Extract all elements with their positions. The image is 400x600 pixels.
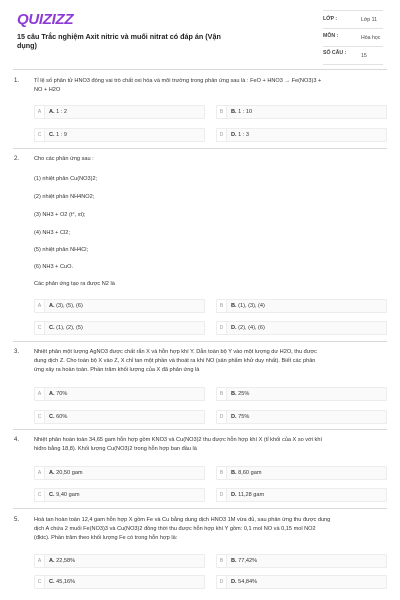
- answer-text: 1 : 9: [56, 132, 68, 138]
- answer-label: C.: [49, 132, 55, 138]
- answer-letter: D: [217, 129, 227, 141]
- answer-label: A.: [49, 470, 55, 476]
- header-divider: [13, 69, 387, 70]
- answer-option-a[interactable]: [34, 554, 205, 568]
- answer-text: 8,60 gam: [238, 470, 262, 476]
- answer-label: A.: [49, 558, 55, 564]
- question-number: 2.: [14, 156, 20, 162]
- answer-option-b[interactable]: [216, 105, 387, 119]
- answer-text: 22,58%: [56, 558, 76, 564]
- answer-option-b[interactable]: [216, 299, 387, 313]
- answer-option-a[interactable]: [34, 387, 205, 401]
- answer-label: A.: [49, 391, 55, 397]
- answer-option-d[interactable]: [216, 488, 387, 502]
- answer-text: 60%: [56, 414, 68, 420]
- answer-letter: B: [217, 388, 227, 400]
- question-divider: [13, 148, 387, 149]
- question-divider: [13, 341, 387, 342]
- question-text-line: Hoà tan hoàn toàn 12,4 gam hỗn hợp X gồm Fe và Cu bằng dung dịch HNO3 1M vừa đủ, sau phản ứng thu được dung: [34, 517, 331, 523]
- answer-option-a[interactable]: [34, 105, 205, 119]
- answer-text: 9,40 gam: [56, 492, 80, 498]
- question-text-line: Nhiệt phân hoàn toàn 34,65 gam hỗn hợp gồm KNO3 và Cu(NO3)2 thu được hỗn hợp khí X (tỉ khối của X so với khí: [34, 437, 323, 443]
- answer-letter: C: [35, 129, 45, 141]
- question-number: 5.: [14, 517, 20, 523]
- meta-count-value: 15: [361, 52, 367, 59]
- answer-letter: B: [217, 467, 227, 479]
- reaction-item: (2) nhiệt phân NH4NO2;: [34, 194, 95, 200]
- question-intro: Cho các phản ứng sau :: [34, 156, 94, 162]
- answer-label: D.: [231, 579, 237, 585]
- reaction-item: (5) nhiệt phân NH4Cl;: [34, 247, 89, 253]
- answer-text: 25%: [238, 391, 250, 397]
- question-number: 4.: [14, 437, 20, 443]
- question-number: 1.: [14, 78, 20, 84]
- answer-letter: C: [35, 576, 45, 588]
- quizizz-logo[interactable]: QUIZIZZ: [17, 11, 74, 28]
- answer-letter: B: [217, 555, 227, 567]
- answer-text: 45,16%: [56, 579, 76, 585]
- meta-class-label: LỚP :: [323, 16, 338, 22]
- answer-letter: C: [35, 322, 45, 334]
- answer-option-c[interactable]: [34, 321, 205, 335]
- question-text-line: dung dịch Z. Cho toàn bộ X vào Z, X chỉ tan một phần và thoát ra khí NO (sản phẩm khử duy nhất). Biết các phản: [34, 358, 316, 364]
- answer-text: 75%: [238, 414, 250, 420]
- answer-text: 1 : 10: [238, 109, 253, 115]
- answer-option-d[interactable]: [216, 410, 387, 424]
- answer-label: C.: [49, 492, 55, 498]
- question-text-line: Tỉ lệ số phân tử HNO3 đóng vai trò chất oxi hóa và môi trường trong phản ứng sau là : FeO + HNO3 → Fe(NO3)3 +: [34, 78, 322, 84]
- answer-letter: C: [35, 489, 45, 501]
- meta-count-label: SỐ CÂU :: [323, 50, 347, 56]
- answer-text: 70%: [56, 391, 68, 397]
- answer-text: (3), (5), (6): [56, 303, 83, 309]
- answer-letter: A: [35, 467, 45, 479]
- answer-option-b[interactable]: [216, 554, 387, 568]
- answer-text: (1), (3), (4): [238, 303, 265, 309]
- answer-label: B.: [231, 109, 237, 115]
- answer-option-d[interactable]: [216, 321, 387, 335]
- answer-letter: A: [35, 388, 45, 400]
- page-title: 15 câu Trắc nghiệm Axit nitric và muối nitrat có đáp án (Vận dụng): [17, 32, 221, 50]
- header: [0, 0, 400, 70]
- answer-label: C.: [49, 579, 55, 585]
- answer-label: B.: [231, 303, 237, 309]
- answer-label: A.: [49, 303, 55, 309]
- answer-label: D.: [231, 414, 237, 420]
- question-text-line: dịch A chứa 2 muối Fe(NO3)3 và Cu(NO3)2 đồng thời thu được hỗn hợp khí Y gồm: 0,1 mol NO và 0,15 mol NO2: [34, 526, 316, 532]
- question-text-line: ứng xảy ra hoàn toàn. Phần trăm khối lượng của X đã phản ứng là: [34, 367, 200, 373]
- answer-text: (1), (2), (5): [56, 325, 83, 331]
- answer-text: (2), (4), (6): [238, 325, 265, 331]
- question-text-line: Nhiệt phân một lượng AgNO3 được chất rắn X và hỗn hợp khí Y. Dẫn toàn bộ Y vào một lượng dư H2O, thu được: [34, 349, 317, 355]
- answer-label: B.: [231, 470, 237, 476]
- meta-subject-label: MÔN :: [323, 33, 339, 39]
- answer-text: 54,84%: [238, 579, 258, 585]
- answer-label: C.: [49, 414, 55, 420]
- answer-letter: D: [217, 489, 227, 501]
- question-text-line: hiđro bằng 18,8). Khối lượng Cu(NO3)2 trong hỗn hợp ban đầu là: [34, 446, 197, 452]
- reaction-item: (4) NH3 + Cl2;: [34, 230, 70, 236]
- answer-letter: C: [35, 411, 45, 423]
- answer-text: 20,50 gam: [56, 470, 83, 476]
- answer-text: 77,42%: [238, 558, 258, 564]
- answer-label: B.: [231, 558, 237, 564]
- answer-option-b[interactable]: [216, 387, 387, 401]
- meta-class-value: Lớp 11: [361, 16, 377, 23]
- answer-text: 11,28 gam: [238, 492, 265, 498]
- answer-label: B.: [231, 391, 237, 397]
- reaction-item: (3) NH3 + O2 (t°, xt);: [34, 212, 86, 218]
- answer-label: D.: [231, 325, 237, 331]
- answer-letter: D: [217, 322, 227, 334]
- meta-subject-value: Hóa học: [361, 34, 381, 41]
- answer-label: A.: [49, 109, 55, 115]
- answer-option-c[interactable]: [34, 410, 205, 424]
- answer-label: D.: [231, 132, 237, 138]
- question-divider: [13, 508, 387, 509]
- answer-letter: A: [35, 300, 45, 312]
- answer-option-b[interactable]: [216, 466, 387, 480]
- reaction-item: (6) NH3 + CuO.: [34, 264, 74, 270]
- answer-option-a[interactable]: [34, 466, 205, 480]
- answer-letter: D: [217, 576, 227, 588]
- answer-option-d[interactable]: [216, 128, 387, 142]
- question-prompt: Các phản ứng tạo ra được N2 là: [34, 281, 115, 287]
- answer-option-c[interactable]: [34, 488, 205, 502]
- question-divider: [13, 429, 387, 430]
- answer-option-d[interactable]: [216, 575, 387, 589]
- answer-option-c[interactable]: [34, 128, 205, 142]
- question-text-line: (đktc). Phần trăm theo khối lượng Fe có trong hỗn hợp là:: [34, 535, 178, 541]
- answer-text: 1 : 3: [238, 132, 250, 138]
- answer-letter: B: [217, 106, 227, 118]
- answer-text: 1 : 2: [56, 109, 68, 115]
- answer-letter: A: [35, 555, 45, 567]
- answer-option-a[interactable]: [34, 299, 205, 313]
- reaction-item: (1) nhiệt phân Cu(NO3)2;: [34, 176, 98, 182]
- answer-letter: B: [217, 300, 227, 312]
- answer-label: C.: [49, 325, 55, 331]
- answer-label: D.: [231, 492, 237, 498]
- question-number: 3.: [14, 349, 20, 355]
- answer-option-c[interactable]: [34, 575, 205, 589]
- answer-letter: A: [35, 106, 45, 118]
- question-text-line: NO + H2O: [34, 87, 61, 93]
- answer-letter: D: [217, 411, 227, 423]
